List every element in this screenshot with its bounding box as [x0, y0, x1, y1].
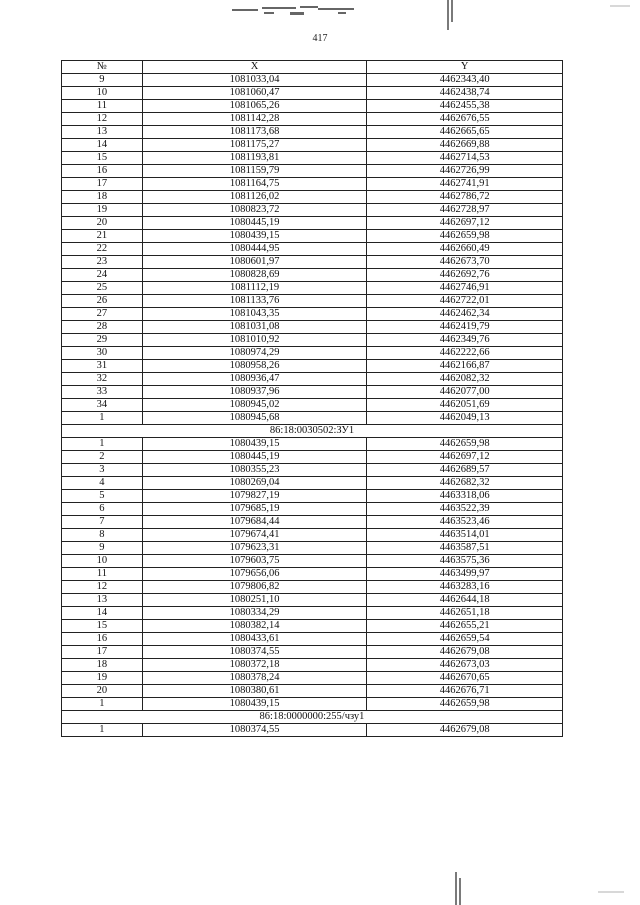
point-number: 9 [62, 74, 143, 87]
x-coordinate: 1079603,75 [142, 555, 367, 568]
x-coordinate: 1081060,47 [142, 87, 367, 100]
x-coordinate: 1079684,44 [142, 516, 367, 529]
table-row [62, 412, 563, 425]
x-coordinate: 1080445,19 [142, 217, 367, 230]
point-number: 19 [62, 204, 143, 217]
y-coordinate: 4462051,69 [367, 399, 563, 412]
point-number: 12 [62, 113, 143, 126]
y-coordinate: 4462697,12 [367, 451, 563, 464]
y-coordinate: 4462660,49 [367, 243, 563, 256]
table-row [62, 490, 563, 503]
table-row [62, 308, 563, 321]
y-coordinate: 4462166,87 [367, 360, 563, 373]
y-coordinate: 4462679,08 [367, 724, 563, 737]
coordinates-table [61, 60, 563, 737]
y-coordinate: 4462746,91 [367, 282, 563, 295]
point-number: 4 [62, 477, 143, 490]
y-coordinate: 4462659,54 [367, 633, 563, 646]
x-coordinate: 1081164,75 [142, 178, 367, 191]
section-title: 86:18:0030502:ЗУ1 [62, 425, 563, 438]
table-row [62, 243, 563, 256]
y-coordinate: 4462692,76 [367, 269, 563, 282]
y-coordinate: 4462786,72 [367, 191, 563, 204]
table-row [62, 724, 563, 737]
x-coordinate: 1080974,29 [142, 347, 367, 360]
table-row [62, 269, 563, 282]
table-row [62, 256, 563, 269]
x-coordinate: 1080936,47 [142, 373, 367, 386]
y-coordinate: 4463514,01 [367, 529, 563, 542]
x-coordinate: 1081193,81 [142, 152, 367, 165]
x-coordinate: 1079623,31 [142, 542, 367, 555]
y-coordinate: 4462665,65 [367, 126, 563, 139]
x-coordinate: 1079674,41 [142, 529, 367, 542]
table-row [62, 698, 563, 711]
point-number: 9 [62, 542, 143, 555]
point-number: 24 [62, 269, 143, 282]
point-number: 17 [62, 178, 143, 191]
table-row [62, 529, 563, 542]
y-coordinate: 4462682,32 [367, 477, 563, 490]
x-coordinate: 1081031,08 [142, 321, 367, 334]
x-coordinate: 1080823,72 [142, 204, 367, 217]
table-row [62, 477, 563, 490]
x-coordinate: 1080439,15 [142, 698, 367, 711]
point-number: 2 [62, 451, 143, 464]
table-row [62, 555, 563, 568]
table-row [62, 74, 563, 87]
point-number: 16 [62, 165, 143, 178]
x-coordinate: 1080251,10 [142, 594, 367, 607]
y-coordinate: 4462343,40 [367, 74, 563, 87]
point-number: 11 [62, 100, 143, 113]
table-row [62, 152, 563, 165]
x-coordinate: 1080828,69 [142, 269, 367, 282]
x-coordinate: 1081173,68 [142, 126, 367, 139]
x-coordinate: 1080439,15 [142, 438, 367, 451]
x-coordinate: 1080958,26 [142, 360, 367, 373]
y-coordinate: 4462655,21 [367, 620, 563, 633]
table-row [62, 633, 563, 646]
x-coordinate: 1080378,24 [142, 672, 367, 685]
table-header-row [62, 61, 563, 74]
x-coordinate: 1079806,82 [142, 581, 367, 594]
table-row [62, 503, 563, 516]
y-coordinate: 4462659,98 [367, 438, 563, 451]
section-title: 86:18:0000000:255/чзу1 [62, 711, 563, 724]
x-coordinate: 1079827,19 [142, 490, 367, 503]
page-number: 417 [312, 33, 328, 44]
x-coordinate: 1080444,95 [142, 243, 367, 256]
table-row [62, 672, 563, 685]
point-number: 29 [62, 334, 143, 347]
point-number: 14 [62, 607, 143, 620]
section-title-row [62, 425, 563, 438]
point-number: 10 [62, 555, 143, 568]
x-coordinate: 1080380,61 [142, 685, 367, 698]
y-coordinate: 4462722,01 [367, 295, 563, 308]
x-coordinate: 1080937,96 [142, 386, 367, 399]
y-coordinate: 4462419,79 [367, 321, 563, 334]
point-number: 16 [62, 633, 143, 646]
x-coordinate: 1081033,04 [142, 74, 367, 87]
table-row [62, 373, 563, 386]
table-row [62, 204, 563, 217]
y-coordinate: 4462651,18 [367, 607, 563, 620]
point-number: 21 [62, 230, 143, 243]
y-coordinate: 4462728,97 [367, 204, 563, 217]
x-coordinate: 1081133,76 [142, 295, 367, 308]
x-coordinate: 1080334,29 [142, 607, 367, 620]
y-coordinate: 4463522,39 [367, 503, 563, 516]
point-number: 31 [62, 360, 143, 373]
x-coordinate: 1081142,28 [142, 113, 367, 126]
table-row [62, 607, 563, 620]
point-number: 23 [62, 256, 143, 269]
header-number: № [62, 61, 143, 74]
y-coordinate: 4462673,70 [367, 256, 563, 269]
point-number: 15 [62, 620, 143, 633]
table-row [62, 347, 563, 360]
table-row [62, 282, 563, 295]
point-number: 33 [62, 386, 143, 399]
point-number: 26 [62, 295, 143, 308]
table-row [62, 295, 563, 308]
table-row [62, 334, 563, 347]
point-number: 8 [62, 529, 143, 542]
point-number: 13 [62, 126, 143, 139]
point-number: 3 [62, 464, 143, 477]
x-coordinate: 1080433,61 [142, 633, 367, 646]
x-coordinate: 1080945,68 [142, 412, 367, 425]
point-number: 30 [62, 347, 143, 360]
point-number: 6 [62, 503, 143, 516]
table-row [62, 321, 563, 334]
y-coordinate: 4463318,06 [367, 490, 563, 503]
y-coordinate: 4462082,32 [367, 373, 563, 386]
point-number: 17 [62, 646, 143, 659]
point-number: 32 [62, 373, 143, 386]
y-coordinate: 4462669,88 [367, 139, 563, 152]
table-row [62, 386, 563, 399]
x-coordinate: 1080355,23 [142, 464, 367, 477]
y-coordinate: 4462741,91 [367, 178, 563, 191]
y-coordinate: 4462644,18 [367, 594, 563, 607]
point-number: 18 [62, 659, 143, 672]
x-coordinate: 1081010,92 [142, 334, 367, 347]
point-number: 19 [62, 672, 143, 685]
y-coordinate: 4463499,97 [367, 568, 563, 581]
x-coordinate: 1081112,19 [142, 282, 367, 295]
y-coordinate: 4462222,66 [367, 347, 563, 360]
table-row [62, 165, 563, 178]
point-number: 14 [62, 139, 143, 152]
point-number: 25 [62, 282, 143, 295]
point-number: 1 [62, 412, 143, 425]
table-row [62, 399, 563, 412]
y-coordinate: 4463283,16 [367, 581, 563, 594]
table-body [62, 74, 563, 737]
y-coordinate: 4463575,36 [367, 555, 563, 568]
table-row [62, 451, 563, 464]
table-row [62, 230, 563, 243]
point-number: 12 [62, 581, 143, 594]
table-row [62, 438, 563, 451]
table-row [62, 620, 563, 633]
table-row [62, 126, 563, 139]
point-number: 20 [62, 685, 143, 698]
table-row [62, 178, 563, 191]
point-number: 1 [62, 438, 143, 451]
x-coordinate: 1080372,18 [142, 659, 367, 672]
y-coordinate: 4462049,13 [367, 412, 563, 425]
table-row [62, 516, 563, 529]
y-coordinate: 4462689,57 [367, 464, 563, 477]
x-coordinate: 1079656,06 [142, 568, 367, 581]
y-coordinate: 4462077,00 [367, 386, 563, 399]
point-number: 7 [62, 516, 143, 529]
x-coordinate: 1080601,97 [142, 256, 367, 269]
y-coordinate: 4462726,99 [367, 165, 563, 178]
point-number: 18 [62, 191, 143, 204]
y-coordinate: 4463523,46 [367, 516, 563, 529]
x-coordinate: 1081126,02 [142, 191, 367, 204]
x-coordinate: 1080445,19 [142, 451, 367, 464]
x-coordinate: 1079685,19 [142, 503, 367, 516]
x-coordinate: 1081159,79 [142, 165, 367, 178]
x-coordinate: 1080945,02 [142, 399, 367, 412]
y-coordinate: 4463587,51 [367, 542, 563, 555]
y-coordinate: 4462673,03 [367, 659, 563, 672]
x-coordinate: 1081175,27 [142, 139, 367, 152]
table-row [62, 646, 563, 659]
section-title-row [62, 711, 563, 724]
table-row [62, 464, 563, 477]
point-number: 1 [62, 724, 143, 737]
point-number: 28 [62, 321, 143, 334]
table-row [62, 594, 563, 607]
table-row [62, 581, 563, 594]
y-coordinate: 4462670,65 [367, 672, 563, 685]
table-row [62, 113, 563, 126]
y-coordinate: 4462676,71 [367, 685, 563, 698]
table-row [62, 217, 563, 230]
point-number: 1 [62, 698, 143, 711]
y-coordinate: 4462676,55 [367, 113, 563, 126]
x-coordinate: 1081043,35 [142, 308, 367, 321]
y-coordinate: 4462349,76 [367, 334, 563, 347]
table-row [62, 360, 563, 373]
y-coordinate: 4462659,98 [367, 698, 563, 711]
point-number: 10 [62, 87, 143, 100]
table-row [62, 191, 563, 204]
table-row [62, 685, 563, 698]
table-row [62, 659, 563, 672]
table-row [62, 568, 563, 581]
table-row [62, 542, 563, 555]
x-coordinate: 1080269,04 [142, 477, 367, 490]
point-number: 11 [62, 568, 143, 581]
y-coordinate: 4462438,74 [367, 87, 563, 100]
table-row [62, 100, 563, 113]
header-y: Y [367, 61, 563, 74]
point-number: 22 [62, 243, 143, 256]
header-x: X [142, 61, 367, 74]
point-number: 5 [62, 490, 143, 503]
point-number: 13 [62, 594, 143, 607]
x-coordinate: 1080382,14 [142, 620, 367, 633]
y-coordinate: 4462679,08 [367, 646, 563, 659]
point-number: 34 [62, 399, 143, 412]
point-number: 15 [62, 152, 143, 165]
x-coordinate: 1080374,55 [142, 646, 367, 659]
y-coordinate: 4462659,98 [367, 230, 563, 243]
y-coordinate: 4462462,34 [367, 308, 563, 321]
x-coordinate: 1081065,26 [142, 100, 367, 113]
point-number: 20 [62, 217, 143, 230]
table-row [62, 87, 563, 100]
x-coordinate: 1080439,15 [142, 230, 367, 243]
table-row [62, 139, 563, 152]
y-coordinate: 4462455,38 [367, 100, 563, 113]
point-number: 27 [62, 308, 143, 321]
y-coordinate: 4462697,12 [367, 217, 563, 230]
y-coordinate: 4462714,53 [367, 152, 563, 165]
x-coordinate: 1080374,55 [142, 724, 367, 737]
